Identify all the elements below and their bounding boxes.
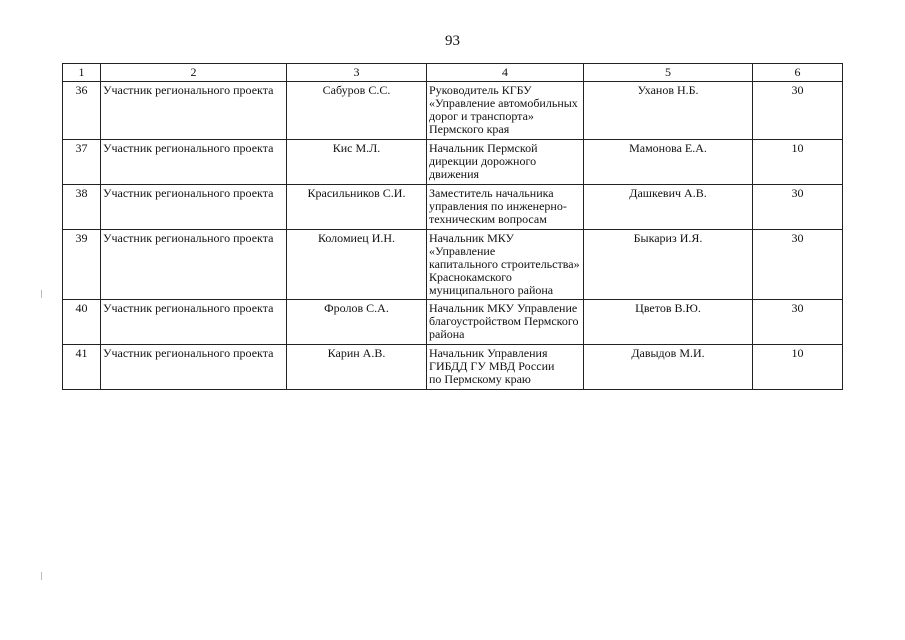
row-responsible: Цветов В.Ю. <box>584 300 753 345</box>
row-number: 37 <box>63 140 101 185</box>
row-value: 10 <box>753 345 843 390</box>
row-position <box>427 230 584 300</box>
column-header: 3 <box>287 64 427 82</box>
row-role: Участник регионального проекта <box>101 185 287 230</box>
row-responsible: Быкариз И.Я. <box>584 230 753 300</box>
row-role: Участник регионального проекта <box>101 230 287 300</box>
position-line: капитального строительства» <box>429 257 580 271</box>
scan-edge-mark <box>41 290 42 298</box>
row-responsible: Уханов Н.Б. <box>584 82 753 140</box>
position-line: движения <box>429 167 480 181</box>
position-line: по Пермскому краю <box>429 372 531 386</box>
column-header: 5 <box>584 64 753 82</box>
row-role: Участник регионального проекта <box>101 345 287 390</box>
row-name: Фролов С.А. <box>287 300 427 345</box>
row-position <box>427 185 584 230</box>
row-value: 30 <box>753 300 843 345</box>
column-header: 1 <box>63 64 101 82</box>
row-name: Коломиец И.Н. <box>287 230 427 300</box>
row-number: 36 <box>63 82 101 140</box>
column-header: 2 <box>101 64 287 82</box>
row-responsible: Мамонова Е.А. <box>584 140 753 185</box>
column-header: 6 <box>753 64 843 82</box>
row-number: 41 <box>63 345 101 390</box>
table-row <box>63 300 843 345</box>
row-role: Участник регионального проекта <box>101 82 287 140</box>
position-line: Начальник МКУ «Управление <box>429 231 515 258</box>
row-role: Участник регионального проекта <box>101 140 287 185</box>
row-name: Сабуров С.С. <box>287 82 427 140</box>
position-line: Начальник МКУ Управление <box>429 301 578 315</box>
row-value: 10 <box>753 140 843 185</box>
position-line: муниципального района <box>429 283 554 297</box>
table-row <box>63 230 843 300</box>
row-position <box>427 345 584 390</box>
table-row <box>63 345 843 390</box>
row-position <box>427 140 584 185</box>
row-position <box>427 300 584 345</box>
table-header-row <box>63 64 843 82</box>
position-line: Начальник Управления <box>429 346 548 360</box>
row-responsible: Давыдов М.И. <box>584 345 753 390</box>
position-line: дорог и транспорта» <box>429 109 534 123</box>
position-line: Краснокамского <box>429 270 512 284</box>
page-number: 93 <box>445 33 460 49</box>
column-header: 4 <box>427 64 584 82</box>
position-line: благоустройством Пермского <box>429 314 579 328</box>
row-position <box>427 82 584 140</box>
position-line: района <box>429 327 465 341</box>
position-line: техническим вопросам <box>429 212 547 226</box>
scan-edge-mark <box>41 572 42 580</box>
row-responsible: Дашкевич А.В. <box>584 185 753 230</box>
position-line: Руководитель КГБУ <box>429 83 532 97</box>
row-number: 39 <box>63 230 101 300</box>
table-row <box>63 82 843 140</box>
row-number: 40 <box>63 300 101 345</box>
table-row <box>63 185 843 230</box>
position-line: Начальник Пермской <box>429 141 538 155</box>
row-role: Участник регионального проекта <box>101 300 287 345</box>
row-name: Кис М.Л. <box>287 140 427 185</box>
position-line: дирекции дорожного <box>429 154 537 168</box>
participants-table <box>62 63 843 390</box>
row-name: Карин А.В. <box>287 345 427 390</box>
row-number: 38 <box>63 185 101 230</box>
position-line: ГИБДД ГУ МВД России <box>429 359 555 373</box>
row-value: 30 <box>753 82 843 140</box>
table-row <box>63 140 843 185</box>
row-name: Красильников С.И. <box>287 185 427 230</box>
position-line: «Управление автомобильных <box>429 96 578 110</box>
position-line: Пермского края <box>429 122 510 136</box>
row-value: 30 <box>753 185 843 230</box>
position-line: Заместитель начальника <box>429 186 554 200</box>
row-value: 30 <box>753 230 843 300</box>
position-line: управления по инженерно- <box>429 199 567 213</box>
